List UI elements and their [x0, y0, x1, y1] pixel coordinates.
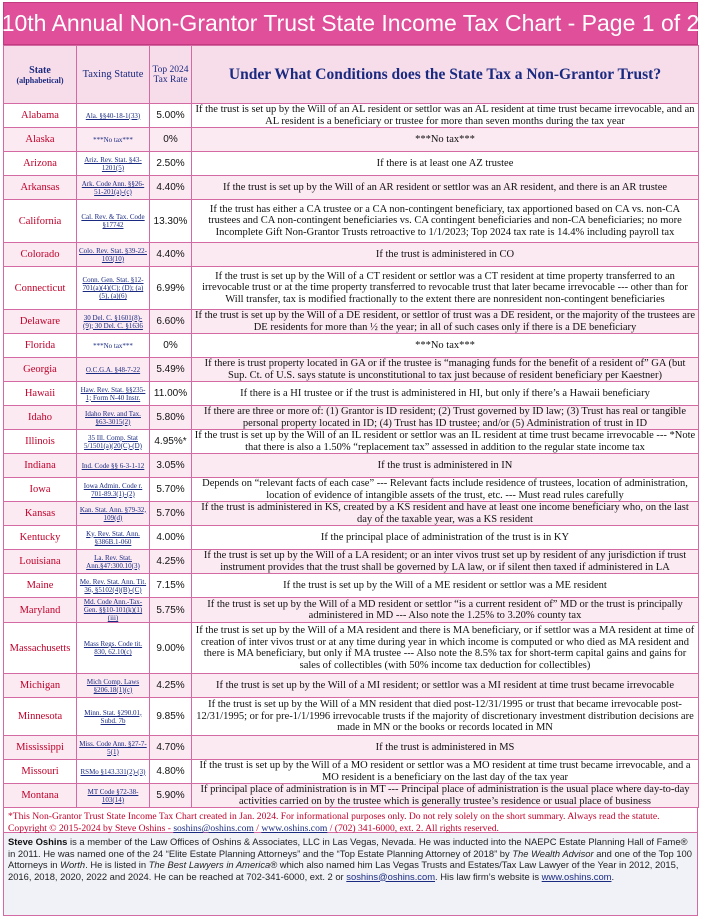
table-row [4, 430, 699, 454]
tax-rate: 4.95%* [150, 430, 192, 454]
table-body [4, 104, 699, 808]
statute-link[interactable]: Me. Rev. Stat. Ann. Tit. 36, §5102(4)(B)-(C) [77, 574, 150, 598]
table-row [4, 128, 699, 152]
table-row [4, 760, 699, 784]
bio-publication-1: The Wealth Advisor [512, 847, 594, 859]
tax-rate: 6.99% [150, 267, 192, 310]
header-state-sub: (alphabetical) [16, 75, 64, 85]
statute-link[interactable]: Idaho Rev. and Tax. §63-3015(2) [77, 406, 150, 430]
bio-publication-3: The Best Lawyers in America® [148, 859, 278, 870]
header-rate: Top 2024 Tax Rate [150, 46, 192, 104]
tax-condition: If the trust is set up by the Will of a CT resident or settlor was a CT resident at time property transferred to an irrevocable trust or at the time property transferred to revocable trust that later became irrevocable --- other than for Will transfer, tax is modified fractionally to the extent there are nonresident non-contingent beneficiaries [192, 267, 699, 310]
notes [3, 808, 698, 833]
statute-link[interactable]: Minn. Stat. §290.01, Subd. 7b [77, 698, 150, 736]
tax-rate: 0% [150, 128, 192, 152]
tax-rate: 4.25% [150, 674, 192, 698]
statute-link[interactable]: Kan. Stat. Ann. §79-32, 109(d) [77, 502, 150, 526]
tax-condition: If the trust is set up by the Will of a MA resident and there is MA beneficiary, or if settlor was a MA resident at time of creation of inter vivos trust or at any time during year in which income is computed or who died as MA resident and there is MA beneficiary, but only if MA trustee --- Also note the 8.5% tax for short-term capital gains and gains for sales of collectibles (with 50% income tax deduction for collectibles) [192, 623, 699, 674]
tax-rate: 5.70% [150, 502, 192, 526]
table-row [4, 598, 699, 623]
state-name: Arkansas [4, 176, 77, 200]
tax-rate: 4.00% [150, 526, 192, 550]
tax-rate: 0% [150, 334, 192, 358]
tax-condition: If principal place of administration is in MT --- Principal place of administration is the usual place where day-to-day activities carried on by the trustee which is generally trustee’s residence or usual place of business [192, 784, 699, 808]
copyright-email-link[interactable]: soshins@oshins.com [173, 823, 254, 834]
tax-condition: If the principal place of administration of the trust is in KY [192, 526, 699, 550]
state-name: Idaho [4, 406, 77, 430]
statute-link[interactable]: Cal. Rev. & Tax. Code §17742 [77, 200, 150, 243]
statute-link[interactable]: 35 Ill. Comp. Stat 5/1501(a)(20(C)-(D) [77, 430, 150, 454]
bio-email-link[interactable]: soshins@oshins.com [346, 870, 436, 882]
bio-site-link[interactable]: www.oshins.com [541, 870, 612, 882]
statute-link[interactable]: Ariz. Rev. Stat. §43-1201(5) [77, 152, 150, 176]
tax-rate: 9.00% [150, 623, 192, 674]
tax-condition: If there is a HI trustee or if the trust is administered in HI, but only if there’s a Hawaii beneficiary [192, 382, 699, 406]
table-row [4, 358, 699, 382]
bio-text-3: . He is listed in [85, 859, 149, 870]
statute-link[interactable]: Ky. Rev. Stat. Ann. §386B.1-060 [77, 526, 150, 550]
statute-link[interactable]: Colo. Rev. Stat. §39-22-103(10) [77, 243, 150, 267]
table-row [4, 674, 699, 698]
table-row [4, 526, 699, 550]
author-name: Steve Oshins [8, 836, 68, 847]
tax-condition: If there is at least one AZ trustee [192, 152, 699, 176]
tax-condition: If the trust is set up by the Will of a MN resident that died post-12/31/1995 or trust that became irrevocable post-12/31/1995; or for pre-1/1/1996 irrevocable trusts if the majority of discretionary investment distribution decisions are made in MN or the books or records located in MN [192, 698, 699, 736]
statute-link[interactable]: Mich Comp. Laws §206.18(1)(c) [77, 674, 150, 698]
table-row [4, 152, 699, 176]
state-name: Massachusetts [4, 623, 77, 674]
state-name: Kansas [4, 502, 77, 526]
table-row [4, 406, 699, 430]
tax-condition: If the trust is set up by the Will of an AL resident or settlor was an AL resident at time trust became irrevocable, and an AL resident is a beneficiary or trustee for more than seven months during the tax year [192, 104, 699, 128]
state-name: Arizona [4, 152, 77, 176]
table-row [4, 502, 699, 526]
tax-condition: If the trust is set up by the Will of a ME resident or settlor was a ME resident [192, 574, 699, 598]
tax-rate: 9.85% [150, 698, 192, 736]
state-name: Georgia [4, 358, 77, 382]
tax-condition: If the trust is set up by the Will of a DE resident, or settlor of trust was a DE resident, or the majority of the trustees are DE residents for more than ½ the year; in all of such cases only if there is a DE beneficiary [192, 310, 699, 334]
tax-condition: If the trust is administered in MS [192, 736, 699, 760]
table-row [4, 334, 699, 358]
chart-page [3, 2, 698, 916]
tax-condition: If the trust is administered in KS, created by a KS resident and have at least one income beneficiary who, on the last day of the taxable year, was a KS resident [192, 502, 699, 526]
table-row [4, 784, 699, 808]
state-name: Colorado [4, 243, 77, 267]
header-statute: Taxing Statute [77, 46, 150, 104]
tax-condition: If the trust is set up by the Will of a LA resident; or an inter vivos trust set up by resident of any jurisdiction if trust instrument provides that the trust shall be governed by LA law, or if silent then taxed if administered in LA [192, 550, 699, 574]
state-name: Minnesota [4, 698, 77, 736]
table-row [4, 176, 699, 200]
state-name: Iowa [4, 478, 77, 502]
bio-text-6: . [611, 870, 615, 882]
tax-rate: 4.80% [150, 760, 192, 784]
copyright-site-link[interactable]: www.oshins.com [261, 823, 328, 834]
tax-table [3, 45, 699, 808]
tax-condition: If the trust is administered in CO [192, 243, 699, 267]
tax-rate: 4.25% [150, 550, 192, 574]
table-row [4, 454, 699, 478]
statute-link[interactable]: Ala. §§40-18-1(33) [77, 104, 150, 128]
state-name: California [4, 200, 77, 243]
tax-condition: If the trust has either a CA trustee or a CA non-contingent beneficiary, tax apportioned based on CA vs. non-CA trustees and CA non-contingent beneficiaries vs. CA contingent beneficiaries and non-CA beneficiaries; no more Incomplete Gift Non-Grantor Trusts retroactive to 1/1/2023; Top 2024 tax rate is 14.4% including payroll tax [192, 200, 699, 243]
state-name: Hawaii [4, 382, 77, 406]
tax-rate: 2.50% [150, 152, 192, 176]
table-row [4, 267, 699, 310]
table-row [4, 698, 699, 736]
tax-condition: Depends on “relevant facts of each case” --- Relevant facts include residence of trustees, location of administration, location of evidence of intangible assets of the trust, etc. --- Must read rules carefully [192, 478, 699, 502]
statute-link[interactable]: Ark. Code Ann. §§26-51-201(a)-(c) [77, 176, 150, 200]
state-name: Louisiana [4, 550, 77, 574]
table-row [4, 736, 699, 760]
statute-link[interactable]: RSMo §143.331(2)-(3) [77, 760, 150, 784]
tax-rate: 5.90% [150, 784, 192, 808]
tax-rate: 4.40% [150, 176, 192, 200]
statute-link[interactable]: Ind. Code §§ 6-3-1-12 [77, 454, 150, 478]
bio-publication-2: Worth [60, 859, 86, 870]
header-state [4, 46, 77, 104]
table-row [4, 574, 699, 598]
table-row [4, 104, 699, 128]
table-row [4, 478, 699, 502]
statute-link: ***No tax*** [77, 128, 150, 152]
tax-condition: If the trust is set up by the Will of a MD resident or settlor “is a current resident of” MD or the trust is principally administered in MD --- Also note the 1.25% to 3.20% county tax [192, 598, 699, 623]
state-name: Indiana [4, 454, 77, 478]
tax-rate: 4.40% [150, 243, 192, 267]
state-name: Alabama [4, 104, 77, 128]
table-row [4, 243, 699, 267]
statute-link[interactable]: Iowa Admin. Code r. 701-89.3(1)-(2) [77, 478, 150, 502]
statute-link[interactable]: Md. Code Ann.-Tax-Gen. §§10-101(k)(1)(iii) [77, 598, 150, 623]
tax-rate: 3.05% [150, 454, 192, 478]
tax-rate: 11.00% [150, 382, 192, 406]
header-question: Under What Conditions does the State Tax a Non-Grantor Trust? [192, 46, 699, 104]
author-bio [3, 833, 698, 916]
tax-condition: If there is trust property located in GA or if the trustee is “managing funds for the benefit of a resident of” GA (but Sup. Ct. of U.S. says statute is unconstitutional to tax just because of resident beneficiary per Kaestner) [192, 358, 699, 382]
bio-text-1: is a member of the Law Offices of Oshins & Associates, LLC in Las Vegas, Nevada. He was inducted into the NAEPC Estate Planning Hall of Fame® in 2011. He was named one of the 24 “Elite Estate Planning Attorneys” and the “Top Estate Planning Attorney of 2018” by [8, 836, 688, 859]
tax-condition: ***No tax*** [192, 334, 699, 358]
state-name: Missouri [4, 760, 77, 784]
statute-link[interactable]: Haw. Rev. Stat. §§235-1; Form N-40 Instr. [77, 382, 150, 406]
state-name: Illinois [4, 430, 77, 454]
header-state-label: State [29, 64, 51, 76]
state-name: Montana [4, 784, 77, 808]
disclaimer: *This Non-Grantor Trust State Income Tax Chart created in Jan. 2024. For informational purposes only. Do not rely solely on the short summary. Always read the statute. [8, 811, 660, 822]
state-name: Maryland [4, 598, 77, 623]
bio-text-5: . His law firm’s website is [435, 870, 542, 882]
table-row [4, 200, 699, 243]
statute-link[interactable]: 30 Del. C. §1601(8)-(9); 30 Del. C. §1636 [77, 310, 150, 334]
statute-link[interactable]: La. Rev. Stat. Ann.§47:300.10(3) [77, 550, 150, 574]
table-row [4, 310, 699, 334]
tax-condition: If the trust is set up by the Will of a MO resident or settlor was a MO resident at time trust became irrevocable, and a MO resident is a beneficiary on the last day of the tax year [192, 760, 699, 784]
state-name: Florida [4, 334, 77, 358]
tax-condition: ***No tax*** [192, 128, 699, 152]
statute-link: ***No tax*** [77, 334, 150, 358]
statute-link[interactable]: MT Code §72-38-103(14) [77, 784, 150, 808]
table-row [4, 623, 699, 674]
tax-rate: 7.15% [150, 574, 192, 598]
table-header-row [4, 46, 699, 104]
tax-condition: If the trust is administered in IN [192, 454, 699, 478]
bio-text-2: and one of the Top 100 Attorneys in [8, 847, 692, 870]
copyright-prefix: Copyright © 2015-2024 by Steve Oshins - [8, 823, 174, 834]
copyright-sep: / [253, 823, 262, 834]
state-name: Mississippi [4, 736, 77, 760]
statute-link[interactable]: Mass Regs. Code tit. 830, 62.10(c) [77, 623, 150, 674]
tax-rate: 13.30% [150, 200, 192, 243]
state-name: Connecticut [4, 267, 77, 310]
tax-rate: 5.70% [150, 478, 192, 502]
table-row [4, 382, 699, 406]
tax-rate: 5.00% [150, 104, 192, 128]
tax-condition: If the trust is set up by the Will of a MI resident; or settlor was a MI resident at time trust became irrevocable [192, 674, 699, 698]
statute-link[interactable]: Miss. Code Ann. §27-7-5(1) [77, 736, 150, 760]
state-name: Alaska [4, 128, 77, 152]
tax-rate: 4.70% [150, 736, 192, 760]
table-row [4, 550, 699, 574]
tax-rate: 5.49% [150, 358, 192, 382]
statute-link[interactable]: Conn. Gen. Stat. §12-701(a)(4)(C); (D); (a)(5), (a)(6) [77, 267, 150, 310]
tax-condition: If there are three or more of: (1) Grantor is ID resident; (2) Trust governed by ID law; (3) Trust has real or tangible personal property located in ID; (4) Trust has ID trustee; and/or (5) Administration of trust in ID [192, 406, 699, 430]
bio-text-4: which also named him Las Vegas Trusts and Estates/Tax Law Lawyer of the Year in 2012, 2015, 2016, 2018, 2020, 2022 and 2024. He can be reached at 702-341-6000, ext. 2 or [8, 859, 679, 882]
copyright-suffix: / (702) 341-6000, ext. 2. All rights reserved. [327, 823, 499, 834]
tax-condition: If the trust is set up by the Will of an IL resident or settlor was an IL resident at time trust became irrevocable --- *Note that there is also a 1.50% “replacement tax” assessed in addition to the regular state income tax [192, 430, 699, 454]
tax-rate: 6.60% [150, 310, 192, 334]
state-name: Delaware [4, 310, 77, 334]
tax-condition: If the trust is set up by the Will of an AR resident or settlor was an AR resident, and there is an AR trustee [192, 176, 699, 200]
state-name: Kentucky [4, 526, 77, 550]
state-name: Maine [4, 574, 77, 598]
statute-link[interactable]: O.C.G.A. §48-7-22 [77, 358, 150, 382]
tax-rate: 5.80% [150, 406, 192, 430]
chart-title: 10th Annual Non-Grantor Trust State Income Tax Chart - Page 1 of 2 [3, 2, 698, 45]
tax-rate: 5.75% [150, 598, 192, 623]
state-name: Michigan [4, 674, 77, 698]
